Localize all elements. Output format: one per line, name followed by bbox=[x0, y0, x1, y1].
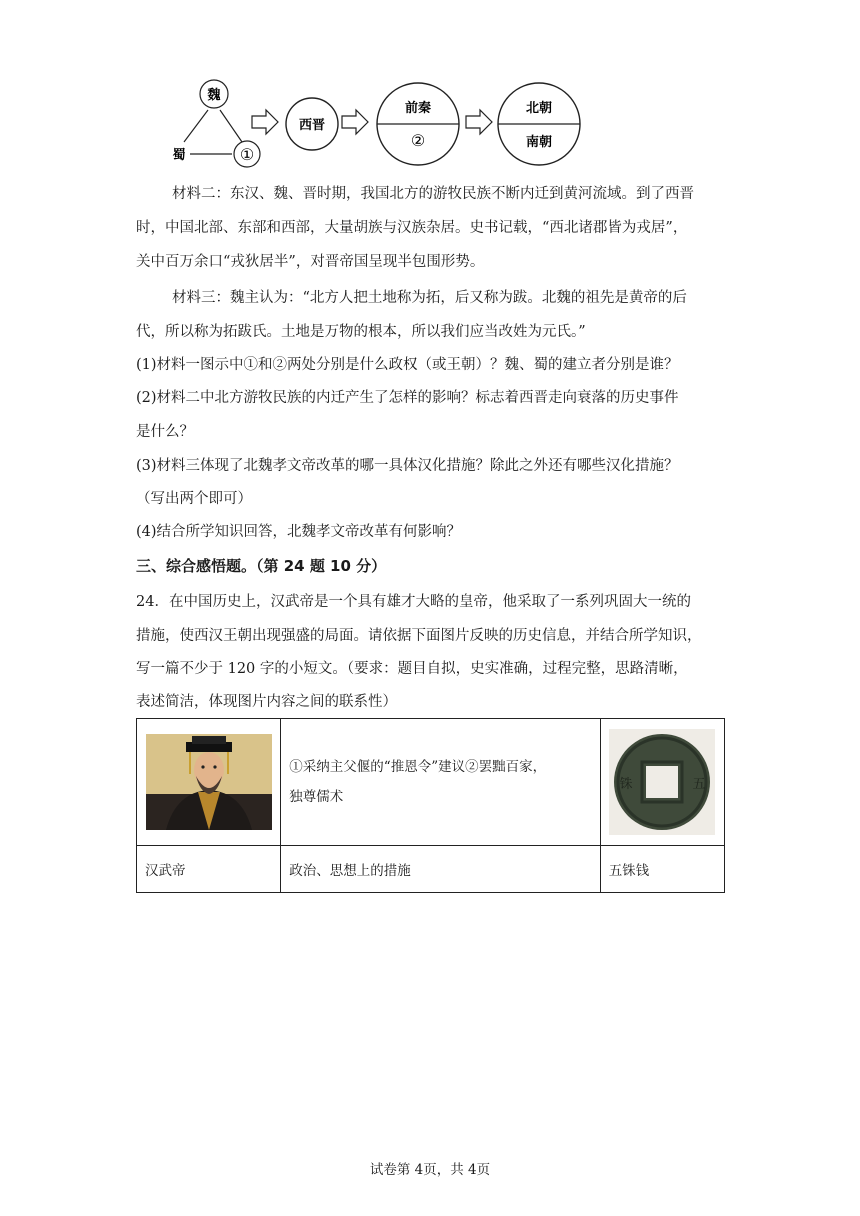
material2-line: 时，中国北部、东部和西部，大量胡族与汉族杂居。史书记载，“西北诸郡皆为戎居”， bbox=[136, 220, 688, 236]
caption-cell: 政治、思想上的措施 bbox=[281, 846, 600, 893]
material3-line: 代，所以称为拓跋氏。土地是万物的根本，所以我们应当改姓为元氏。” bbox=[136, 324, 586, 340]
question-3: (3)材料三体现了北魏孝文帝改革的哪一具体汉化措施？除此之外还有哪些汉化措施？ bbox=[136, 458, 679, 474]
q24-line: 写一篇不少于 120 字的小短文。（要求：题目自拟，史实准确，过程完整，思路清晰， bbox=[136, 661, 688, 677]
emperor-portrait-image bbox=[146, 734, 272, 830]
dynasty-diagram bbox=[160, 78, 590, 178]
page-footer: 试卷第 4页，共 4页 bbox=[369, 1162, 491, 1178]
material2-line: 关中百万余口“戎狄居半”，对晋帝国呈现半包围形势。 bbox=[136, 254, 485, 270]
nanchao-label: 南朝 bbox=[525, 135, 553, 150]
triangle-edge bbox=[184, 110, 208, 142]
caption-cell: 五铢钱 bbox=[600, 846, 724, 893]
arrow-icon bbox=[252, 110, 278, 134]
beichao-label: 北朝 bbox=[525, 101, 553, 116]
measures-text: 独尊儒术 bbox=[289, 789, 344, 805]
q24-line: 措施，使西汉王朝出现强盛的局面。请依据下面图片反映的历史信息，并结合所学知识， bbox=[136, 628, 702, 644]
triangle-edge bbox=[220, 110, 242, 142]
measures-text: ①采纳主父偃的“推恩令”建议②罢黜百家， bbox=[289, 759, 547, 775]
portrait-cell bbox=[137, 719, 281, 846]
question-4: (4)结合所学知识回答，北魏孝文帝改革有何影响？ bbox=[136, 524, 462, 540]
arrow-icon bbox=[466, 110, 492, 134]
wuzhu-coin-image bbox=[609, 729, 715, 835]
material2-line: 材料二：东汉、魏、晋时期，我国北方的游牧民族不断内迁到黄河流域。到了西晋 bbox=[172, 186, 694, 202]
q24-line: 24．在中国历史上，汉武帝是一个具有雄才大略的皇帝，他采取了一系列巩固大一统的 bbox=[136, 594, 691, 610]
blank1-label: ① bbox=[239, 145, 255, 164]
question-1: (1)材料一图示中①和②两处分别是什么政权（或王朝）？魏、蜀的建立者分别是谁？ bbox=[136, 357, 679, 373]
arrow-icon bbox=[342, 110, 368, 134]
coin-char: 五 bbox=[692, 777, 706, 792]
measures-cell bbox=[281, 719, 600, 846]
question-2: (2)材料二中北方游牧民族的内迁产生了怎样的影响？标志着西晋走向衰落的历史事件 bbox=[136, 390, 679, 406]
xijin-label: 西晋 bbox=[298, 118, 326, 133]
question-3-cont: （写出两个即可） bbox=[136, 491, 252, 507]
section-title: 三、综合感悟题。（第 24 题 10 分） bbox=[136, 557, 387, 575]
question-2-cont: 是什么？ bbox=[136, 424, 194, 440]
han-wudi-table bbox=[136, 718, 725, 893]
shu-label: 蜀 bbox=[172, 148, 186, 163]
q24-line: 表述简洁，体现图片内容之间的联系性） bbox=[136, 694, 397, 710]
coin-cell bbox=[600, 719, 724, 846]
caption-cell: 汉武帝 bbox=[137, 846, 281, 893]
material3-line: 材料三：魏主认为：“北方人把土地称为拓，后又称为跋。北魏的祖先是黄帝的后 bbox=[172, 290, 687, 306]
wei-label: 魏 bbox=[207, 88, 221, 103]
coin-char: 铢 bbox=[619, 777, 633, 792]
qianqin-label: 前秦 bbox=[404, 101, 432, 116]
blank2-label: ② bbox=[410, 131, 426, 150]
